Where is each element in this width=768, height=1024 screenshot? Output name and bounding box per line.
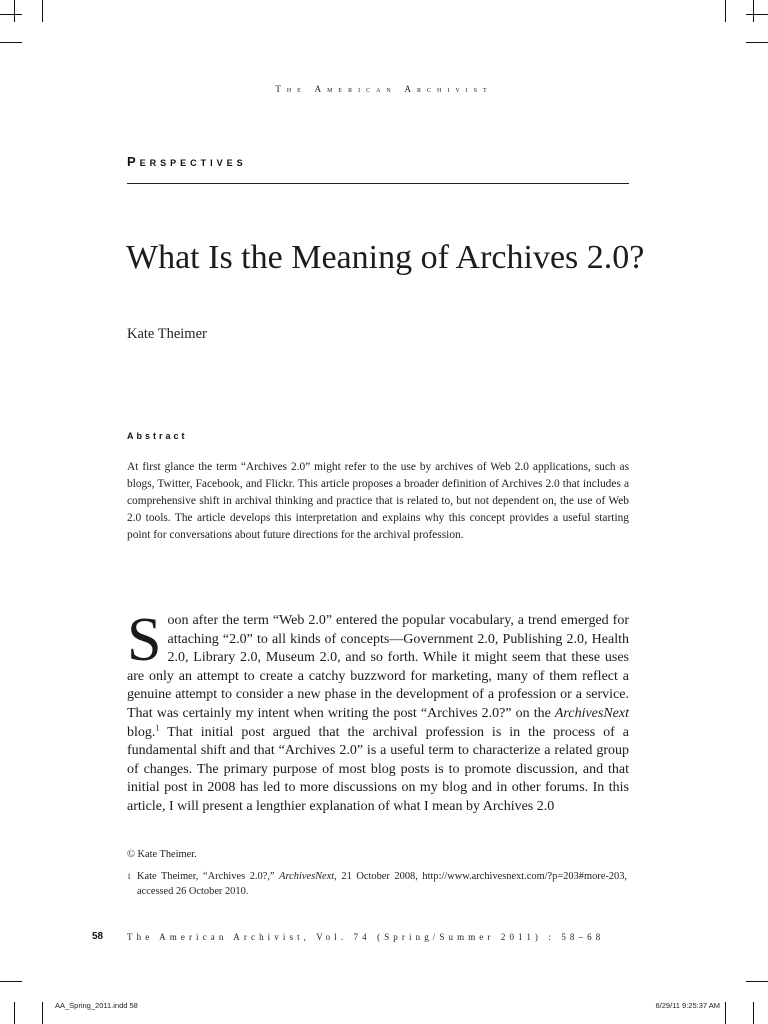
- footnote: [127, 869, 629, 899]
- section-label: Perspectives: [127, 154, 247, 169]
- footnote-text: [137, 869, 627, 899]
- body-text-part: blog.: [127, 724, 156, 740]
- crop-mark: [14, 1002, 15, 1024]
- running-head: The American Archivist: [275, 84, 493, 94]
- crop-mark: [0, 14, 22, 15]
- body-text-part: oon after the term “Web 2.0” entered the popular vocabulary, a trend emerged for attaching “2.0” to all kinds of concepts—Government 2.0, Publishing 2.0, Health 2.0, Library 2.0, Museum 2.0, and so forth. While it might seem that these uses are only an attempt to create a catchy buzzword for marketing, many of them reflect a genuine attempt to consider a new phase in the development of a profession or a service. That was certainly my intent when writing the post “Archives 2.0?” on the: [127, 613, 629, 721]
- footnote-ref[interactable]: 1: [155, 722, 160, 732]
- abstract-heading: Abstract: [127, 431, 188, 441]
- crop-mark: [725, 0, 726, 22]
- footnote-source: ArchivesNext: [279, 871, 335, 882]
- blog-name: ArchivesNext: [554, 705, 629, 721]
- crop-mark: [746, 14, 768, 15]
- crop-mark: [753, 0, 754, 22]
- footnote-number: 1: [127, 872, 131, 881]
- crop-mark: [746, 981, 768, 982]
- page-number: 58: [92, 931, 104, 942]
- crop-mark: [753, 1002, 754, 1024]
- section-divider: [127, 183, 629, 184]
- body-paragraph: [127, 606, 629, 817]
- drop-cap: S: [127, 606, 162, 674]
- crop-mark: [0, 42, 22, 43]
- crop-mark: [0, 981, 22, 982]
- crop-mark: [725, 1002, 726, 1024]
- crop-mark: [42, 1002, 43, 1024]
- footnote-text-part: , 21 October 2008, http://www.archivesnext.com/?p=203#more-203, accessed 26 October 2010.: [137, 871, 627, 897]
- print-slug-file: AA_Spring_2011.indd 58: [55, 1001, 138, 1010]
- abstract-text: At first glance the term “Archives 2.0” might refer to the use by archives of Web 2.0 applications, such as blogs, Twitter, Facebook, and Flickr. This article proposes a broader definition of Archives 2.0 that includes a comprehensive shift in archival thinking and practice that is related to, but not dependent on, the use of Web 2.0 tools. The article develops this interpretation and explains why this concept provides a useful starting point for conversations about future directions for the archival profession.: [127, 461, 629, 541]
- crop-mark: [14, 0, 15, 22]
- copyright-note: © Kate Theimer.: [127, 849, 197, 860]
- crop-mark: [746, 42, 768, 43]
- footnote-text-part: Kate Theimer, “Archives 2.0?,”: [137, 871, 280, 882]
- running-foot: The American Archivist, Vol. 74 (Spring/Summer 2011) : 58–68: [127, 932, 605, 942]
- print-slug-timestamp: 6/29/11 9:25:37 AM: [655, 1001, 720, 1010]
- author-name: Kate Theimer: [127, 326, 207, 342]
- article-title: What Is the Meaning of Archives 2.0?: [126, 239, 645, 276]
- crop-mark: [42, 0, 43, 22]
- body-text-part: That initial post argued that the archival profession is in the process of a fundamental shift and that “Archives 2.0” is a useful term to characterize a related group of changes. The primary purpose of most blog posts is to promote discussion, and that initial post in 2008 has led to more discussions on my blog and in other forums. In this article, I will present a lengthier explanation of what I mean by Archives 2.0: [127, 724, 629, 814]
